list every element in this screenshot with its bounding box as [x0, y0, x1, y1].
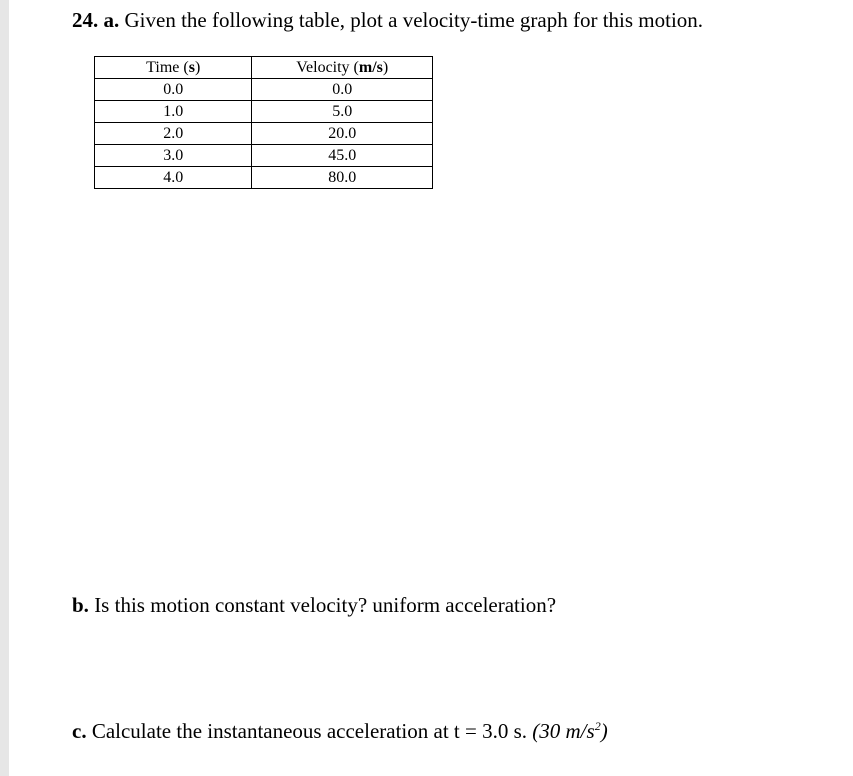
velocity-cell: 80.0 — [252, 167, 433, 189]
table-row — [95, 123, 433, 145]
part-b-text: Is this motion constant velocity? uniform acceleration? — [88, 593, 557, 617]
question-24-part-b — [72, 591, 556, 619]
part-b-label: b. — [72, 593, 89, 617]
part-c-label: c. — [72, 719, 87, 743]
table-header-row — [95, 57, 433, 79]
table-row — [95, 167, 433, 189]
part-c-answer: (30 $m/s^2$) — [532, 719, 608, 743]
table-row — [95, 145, 433, 167]
velocity-cell: 0.0 — [252, 79, 433, 101]
question-number: 24. — [72, 8, 99, 32]
part-a-text: Given the following table, plot a velocity-time graph for this motion. — [119, 8, 704, 32]
time-cell: 3.0 — [95, 145, 252, 167]
question-24-part-c — [72, 717, 608, 745]
time-cell: 1.0 — [95, 101, 252, 123]
table-row — [95, 101, 433, 123]
velocity-cell: 45.0 — [252, 145, 433, 167]
time-cell: 4.0 — [95, 167, 252, 189]
time-cell: 2.0 — [95, 123, 252, 145]
time-cell: 0.0 — [95, 79, 252, 101]
velocity-cell: 5.0 — [252, 101, 433, 123]
page-margin-bar — [0, 0, 9, 776]
time-header: Time (s) — [95, 57, 252, 79]
question-24-part-a — [72, 6, 703, 34]
part-c-text: Calculate the instantaneous acceleration at t = 3.0 s. — [86, 719, 533, 743]
velocity-cell: 20.0 — [252, 123, 433, 145]
velocity-header: Velocity (m/s) — [252, 57, 433, 79]
table-row — [95, 79, 433, 101]
time-velocity-table — [94, 56, 433, 189]
part-a-label: a. — [103, 8, 120, 32]
